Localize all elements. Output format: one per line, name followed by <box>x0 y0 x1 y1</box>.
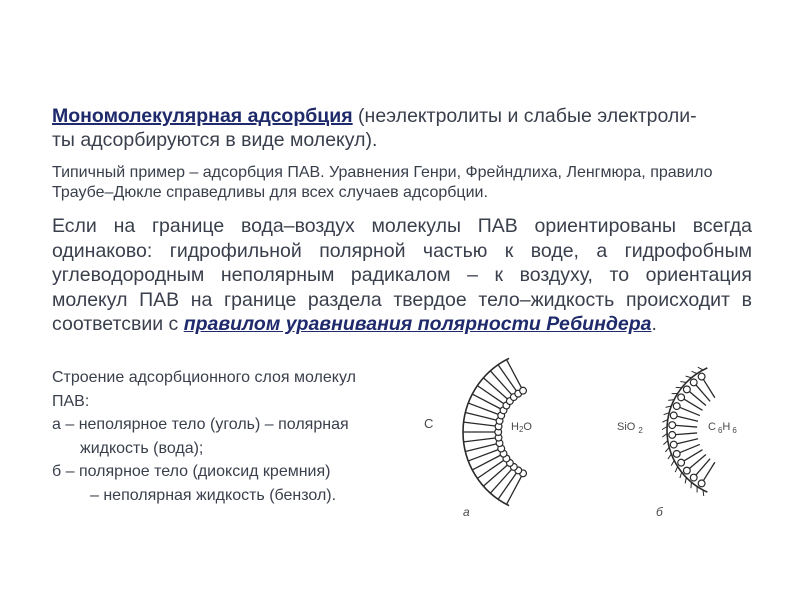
diagram-b-caption: б <box>656 505 663 519</box>
molecule-b-head <box>670 441 677 448</box>
diagram-a-caption: а <box>463 505 470 519</box>
molecule-b-head <box>690 474 697 481</box>
diagram-b-liquid-c-sub: 6 <box>717 426 723 435</box>
molecule-b-head <box>683 467 690 474</box>
diagram-a-liquid-o: O <box>523 421 532 433</box>
paragraph2-line1: Типичный пример – адсорбция ПАВ. Уравнения Генри, Фрейндлиха, Ленгмюра, правило <box>52 164 713 181</box>
diagram-b-liquid-h-sub: 6 <box>732 426 737 435</box>
diagram-b-solid-label <box>617 421 643 435</box>
paragraph3-line3: углеводородным неполярным радикалом – к воздуху, то ориентация <box>52 264 752 286</box>
molecule-a-tail <box>483 378 507 399</box>
diagram-a-liquid-sub: 2 <box>518 425 524 434</box>
molecule-a-tail <box>490 469 511 493</box>
diagram-b-silica-benzene <box>617 367 737 519</box>
molecule-b-tail <box>680 444 700 452</box>
hatch-mark <box>698 367 703 370</box>
legend-line3: а – неполярное тело (уголь) – полярная <box>52 416 349 433</box>
molecule-a-tail <box>490 371 511 395</box>
paragraph1-text-line2: ты адсорбируются в виде молекул). <box>52 129 378 151</box>
hatch-mark <box>703 490 704 496</box>
molecule-b-head <box>670 412 677 419</box>
paragraph3-line1: Если на границе вода–воздух молекулы ПАВ ориентированы всегда <box>52 215 752 237</box>
molecule-b-head <box>698 373 705 380</box>
paragraph3-line5-end: . <box>651 313 657 335</box>
heading-monomolecular-adsorption: Мономолекулярная адсорбция <box>52 105 353 127</box>
hatch-mark <box>691 482 692 488</box>
paragraph2-line2: Траубе–Дюкле справедливы для всех случаев адсорбции. <box>52 184 488 201</box>
diagram-b-solid-main: SiO <box>617 421 636 433</box>
molecule-a-tail <box>464 422 496 426</box>
hatch-mark <box>671 460 674 465</box>
legend-line5: б – полярное тело (диоксид кремния) <box>52 463 331 480</box>
molecule-a-head <box>520 387 527 394</box>
molecule-b-head <box>678 394 685 401</box>
diagram-b-liquid-c: C <box>708 421 716 433</box>
molecule-b-head <box>669 432 676 439</box>
molecule-b-head <box>673 403 680 410</box>
hatch-mark <box>663 440 667 444</box>
legend-line4: жидкость (вода); <box>80 439 204 457</box>
hatch-mark <box>680 472 682 478</box>
hatch-mark <box>680 381 686 382</box>
molecule-b-tail <box>677 439 698 444</box>
paragraph1-text-line1: (неэлектролиты и слабые электроли- <box>352 105 697 127</box>
molecule-b-head <box>690 379 697 386</box>
molecule-b-head <box>673 451 680 458</box>
molecule-a-tail <box>498 473 516 499</box>
hatch-mark <box>665 447 669 452</box>
diagram-a-liquid-label <box>511 421 532 434</box>
diagram-b-solid-sub: 2 <box>638 426 643 435</box>
molecule-a-tail <box>483 465 507 486</box>
diagram-b-liquid-h: H <box>722 421 731 433</box>
legend-line1: Строение адсорбционного слоя молекул <box>52 369 356 386</box>
molecule-b-head <box>669 422 676 429</box>
molecule-b-tail <box>676 425 697 427</box>
molecule-b-tail <box>680 407 700 415</box>
diagram-a-carbon-water <box>424 358 532 519</box>
molecule-a-tail <box>465 412 496 420</box>
molecule-a-tail <box>477 460 503 478</box>
hatch-mark <box>675 467 677 473</box>
legend-line2: ПАВ: <box>52 392 90 410</box>
molecule-b-tail <box>677 416 698 421</box>
molecule-b-head <box>683 386 690 393</box>
molecule-a-tail <box>464 438 496 442</box>
paragraph3-line5-start: соответсвии с <box>52 313 184 335</box>
diagram-a-liquid-h: H <box>511 421 519 433</box>
molecule-a-tail <box>477 386 503 404</box>
molecule-a-tail <box>498 365 516 391</box>
molecule-b-head <box>678 459 685 466</box>
paragraph3-line4: молекул ПАВ на границе раздела твердое тело–жидкость происходит в <box>52 288 752 311</box>
paragraph3-line2: одинаково: гидрофильной полярной частью к воде, а гидрофобным <box>52 239 752 262</box>
diagram-b-liquid-label <box>708 421 737 435</box>
hatch-mark <box>685 477 686 483</box>
molecule-b-tail <box>676 433 697 435</box>
rebinder-rule-emphasis: правилом уравнивания полярности Ребиндера <box>183 313 652 335</box>
molecule-a-tail <box>507 360 522 388</box>
diagram-a-solid-label: C <box>424 416 434 431</box>
molecule-b-head <box>698 480 705 487</box>
hatch-mark <box>686 376 692 378</box>
molecule-a-tail <box>465 444 496 452</box>
molecule-a-tail <box>507 476 522 504</box>
hatch-mark <box>668 454 671 459</box>
legend-line6: – неполярная жидкость (бензол). <box>90 486 337 504</box>
hatch-mark <box>662 434 667 438</box>
hatch-mark <box>691 371 697 373</box>
